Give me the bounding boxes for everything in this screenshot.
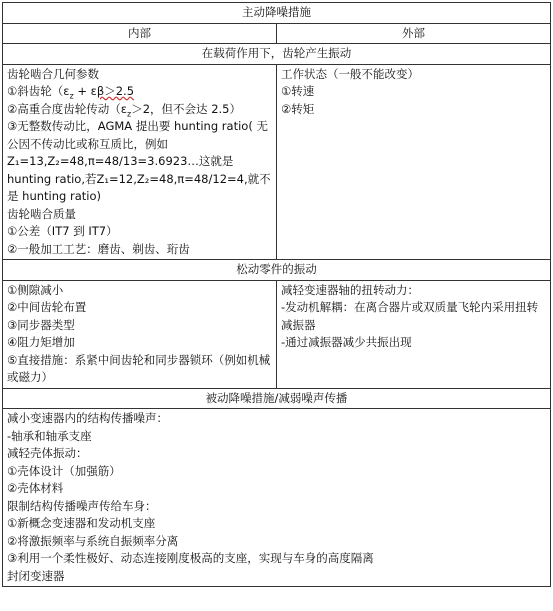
torque-item: ②转矩 (281, 101, 315, 116)
passive-line: ②壳体材料 (7, 481, 64, 495)
section1-title: 在载荷作用下，齿轮产生振动 (3, 44, 551, 65)
idler-gear-item: ②中间齿轮布置 (7, 300, 87, 314)
passive-line: 限制结构传播噪声传给车身： (7, 498, 157, 513)
section2-right-cell (277, 280, 551, 388)
section2-title: 松动零件的振动 (3, 260, 551, 281)
section3-title-row (3, 388, 551, 409)
gear-geometry-heading: 齿轮啮合几何参数 (7, 66, 99, 81)
tolerance-item: ①公差（IT7 到 IT7） (7, 224, 118, 238)
gear-quality-heading: 齿轮啮合质量 (7, 206, 76, 221)
section1-content-row (3, 64, 551, 260)
section3-content-row (3, 409, 551, 587)
passive-line: 减小变速器内的结构传播噪声： (7, 411, 168, 425)
table-title: 主动降噪措施 (3, 3, 551, 24)
hunting-ratio-item: ③无整数传动比，AGMA 提出要 hunting ratio( 无公因不传动比或称互质比，例如 Z₁=13,Z₂=48,π=48/13=3.6923…这就是 hunting ratio,若Z₁=12,Z₂=48,π=48/12=4,就不是 hunting ratio) (7, 119, 271, 203)
drag-torque-item: ④阻力矩增加 (7, 335, 75, 349)
synchronizer-item: ③同步器类型 (7, 317, 75, 332)
passive-line: 减轻壳体振动： (7, 446, 88, 460)
section1-right-cell (277, 64, 551, 260)
passive-line: ①壳体设计（加强筋） (7, 463, 121, 478)
section1-title-row (3, 44, 551, 65)
passive-line: ③利用一个柔性极好、动态连接刚度极高的支座，实现与车身的高度隔离 (7, 551, 374, 565)
passive-line: -轴承和轴承支座 (7, 428, 92, 443)
noise-measures-table (2, 2, 551, 587)
backlash-item: ①侧隙减小 (7, 282, 64, 297)
section1-left-cell (3, 64, 277, 260)
passive-line: ②将激振频率与系统自振频率分离 (7, 533, 179, 548)
passive-line: ①新概念变速器和发动机支座 (7, 516, 156, 530)
header-inner: 内部 (3, 23, 277, 44)
section3-cell (3, 409, 551, 587)
header-row (3, 23, 551, 44)
passive-line: 封闭变速器 (7, 568, 65, 583)
section2-title-row (3, 260, 551, 281)
helical-gear-item: ①斜齿轮（$\varepsilon_z + \varepsilon\beta>2.5$ (7, 84, 135, 101)
speed-item: ①转速 (281, 84, 315, 98)
decoupling-item: -发动机解耦：在离合器片或双质量飞轮内采用扭转减振器 (281, 300, 539, 332)
header-outer: 外部 (277, 23, 551, 44)
title-row (3, 3, 551, 24)
machining-item: ②一般加工工艺：磨齿、剃齿、珩齿 (7, 241, 190, 256)
high-contact-ratio-item: ②高重合度齿轮传动（$\varepsilon_z>2$，但不会达 2.5） (7, 101, 241, 118)
operating-state-heading: 工作状态（一般不能改变） (281, 66, 419, 81)
section3-title: 被动降噪措施/减弱噪声传播 (3, 388, 551, 409)
damper-item: -通过减振器减少共振出现 (281, 335, 412, 349)
section2-content-row (3, 280, 551, 388)
torsional-heading: 减轻变速器轴的扭转动力： (281, 282, 419, 297)
section2-left-cell (3, 280, 277, 388)
direct-measure-item: ⑤直接措施：系紧中间齿轮和同步器锁环（例如机械或磁力） (7, 352, 271, 384)
